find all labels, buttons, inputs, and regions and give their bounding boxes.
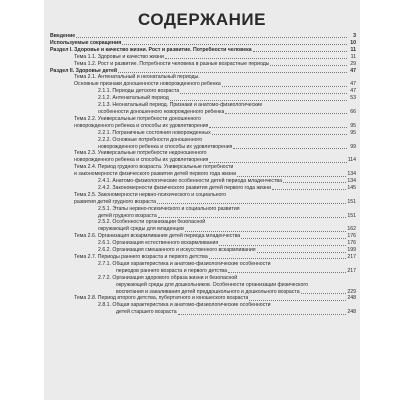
toc-page-number: 176 <box>347 233 356 240</box>
toc-entry <box>50 74 356 81</box>
toc-entry-text: Тема 2.1. Антенатальный и неонатальный периоды. <box>74 74 200 81</box>
toc-entry-text: 2.5.1. Этапы нервно-психического и социального развития <box>98 205 240 212</box>
toc-page-number: 145 <box>347 184 356 191</box>
toc-entry <box>50 275 356 282</box>
toc-entry-text: Тема 2.8. Период второго детства, пубертатного и юношеского возраста <box>74 295 249 302</box>
toc-entry <box>50 295 356 302</box>
toc-entry <box>50 240 356 247</box>
dot-leader <box>165 58 347 59</box>
toc-entry <box>50 254 356 261</box>
toc-entry-text: 2.1.3. Неонатальный период. Признаки и анатомо-физиологические <box>98 102 263 109</box>
toc-page-number: 47 <box>350 88 356 95</box>
toc-entry <box>50 289 356 296</box>
toc-page-number: 199 <box>347 247 356 254</box>
toc-page-number: 53 <box>350 95 356 102</box>
toc-page-number: 151 <box>347 212 356 219</box>
toc-entry <box>50 171 356 178</box>
toc-entry-text: Тема 2.6. Организация вскармливания детей периода младенчества <box>74 233 241 240</box>
toc-entry-text: особенности доношенного новорожденного ребенка <box>98 108 225 115</box>
dot-leader <box>241 238 346 239</box>
toc-page-number: 3 <box>353 33 356 39</box>
toc-entry-text: Тема 1.2. Рост и развитие. Потребности человека в разные возрастные периоды <box>74 60 270 67</box>
toc-entry <box>50 199 356 206</box>
toc-page-number: 99 <box>350 143 356 150</box>
dot-leader <box>158 217 347 218</box>
toc-entry <box>50 54 356 61</box>
toc-entry-text: новорожденного ребенка и способы их удовлетворения <box>98 143 233 150</box>
dot-leader <box>222 86 347 87</box>
dot-leader <box>225 113 347 114</box>
dot-leader <box>233 148 347 149</box>
toc-entry-text: 2.4.1. Анатомо-физиологические особенности детей периода младенчества <box>98 178 282 185</box>
toc-entry-text: 2.5.2. Особенности организации безопасной <box>98 219 206 226</box>
toc-page-number: 134 <box>347 178 356 185</box>
toc-entry <box>50 226 356 233</box>
toc-entry-text: 2.1.2. Антенатальный период <box>98 95 169 102</box>
dot-leader <box>180 93 347 94</box>
toc-page-number: 151 <box>347 198 356 205</box>
toc-entry-text: развития детей грудного возраста <box>74 198 157 205</box>
toc-entry-text: 2.4.2. Закономерности физического развития детей первого года жизни <box>98 184 271 191</box>
toc-entry <box>50 144 356 151</box>
dot-leader <box>185 231 346 232</box>
toc-entry-text: воспитания и закаливания детей преддошкольного и дошкольного возраста <box>116 288 300 295</box>
toc-entry-text: Введение <box>50 33 76 39</box>
toc-entry <box>50 150 356 157</box>
dot-leader <box>219 245 346 246</box>
toc-entry <box>50 178 356 185</box>
toc-page-number: 217 <box>347 254 356 260</box>
dot-leader <box>253 51 347 52</box>
toc-entry-text: Используемые сокращения <box>50 39 122 46</box>
dot-leader <box>209 127 347 128</box>
dot-leader <box>170 100 347 101</box>
toc-page-number: 134 <box>347 171 356 178</box>
toc-entry <box>50 164 356 171</box>
toc-entry-text: 2.6.1. Организация естественного вскармливания <box>98 240 219 247</box>
dot-leader <box>272 189 346 190</box>
toc-entry <box>50 219 356 226</box>
toc-page-number: 95 <box>350 129 356 136</box>
toc-entry <box>50 47 356 54</box>
toc-entry <box>50 116 356 123</box>
toc-entry-text: 2.7.1. Общая характеристика и анатомо-физиологические особенности <box>98 260 271 267</box>
dot-leader <box>249 300 346 301</box>
toc-entry-text: 2.2.1. Пограничные состояния новорожденных <box>98 129 211 136</box>
dot-leader <box>228 272 346 273</box>
toc-page-number: 162 <box>347 226 356 233</box>
dot-leader <box>178 314 347 315</box>
toc-entry-text: 2.7.2. Организация здорового образа жизни и безопасной <box>98 274 238 281</box>
toc-entry-text: Тема 2.2. Универсальные потребности доношенного <box>74 115 201 122</box>
dot-leader <box>301 293 347 294</box>
toc-entry <box>50 88 356 95</box>
toc-page-number: 176 <box>347 240 356 247</box>
toc-entry <box>50 233 356 240</box>
toc-entry <box>50 137 356 144</box>
dot-leader <box>237 176 346 177</box>
toc-entry <box>50 282 356 289</box>
toc-entry <box>50 109 356 116</box>
toc-entry-text: периодов раннего возраста и первого детства <box>116 267 227 274</box>
toc-entry-text: Тема 2.4. Период грудного возраста. Универсальные потребности <box>74 164 234 171</box>
toc-entry <box>50 61 356 68</box>
toc-entry <box>50 102 356 109</box>
toc-entry-text: Раздел I. Здоровье и качество жизни. Рост и развитие. Потребности человека <box>50 46 252 53</box>
toc-entry-text: новорожденного ребенка и способы их удовлетворения <box>74 157 209 164</box>
toc-page-number: 47 <box>350 81 356 88</box>
toc-page-number: 11 <box>350 53 356 60</box>
book-page <box>44 0 360 400</box>
toc-entry-text: Тема 2.3. Универсальные потребности недоношенного <box>74 150 207 157</box>
toc-entry-text: детей старшего возраста <box>116 309 177 316</box>
dot-leader <box>76 37 347 38</box>
toc-entry-text: новорожденного ребенка и способы их удовлетворения <box>74 122 209 129</box>
toc-entry-text: Тема 1.1. Здоровье и качество жизни <box>74 53 164 60</box>
dot-leader <box>209 162 346 163</box>
dot-leader <box>270 65 347 66</box>
dot-leader <box>122 44 347 45</box>
toc-entry <box>50 192 356 199</box>
dot-leader <box>157 203 346 204</box>
toc-entry <box>50 213 356 220</box>
toc-page-number: 10 <box>350 39 356 46</box>
toc-page-number: 66 <box>350 108 356 115</box>
page-title: СОДЕРЖАНИЕ <box>138 10 266 29</box>
toc-page-number: 248 <box>347 295 356 302</box>
toc-page-number: 217 <box>347 267 356 274</box>
toc-entry-text: окружающей среды для младенцев <box>98 226 184 233</box>
toc-entry-text: Раздел II. Здоровье детей <box>50 67 118 74</box>
toc-entry <box>50 95 356 102</box>
toc-entry <box>50 33 356 40</box>
toc-entry-text: окружающей среды для дошкольников. Особенности организации физического <box>116 281 309 288</box>
toc-entry-text: детей грудного возраста <box>98 212 157 219</box>
toc-page-number: 229 <box>347 288 356 295</box>
toc-page-number: 47 <box>350 67 356 74</box>
toc-entry-text: Тема 2.5. Закономерности нервно-психического и социального <box>74 191 227 198</box>
toc-entry <box>50 68 356 75</box>
toc-entry-text: 2.8.1. Общая характеристика и анатомо-физиологические особенности <box>98 302 271 309</box>
toc-entry <box>50 123 356 130</box>
dot-leader <box>118 72 347 73</box>
toc-entry <box>50 81 356 88</box>
toc-entry <box>50 40 356 47</box>
toc-page-number: 95 <box>350 122 356 129</box>
toc-entry-text: 2.2.2. Основные потребности доношенного <box>98 136 203 143</box>
toc-entry-text: 2.1.1. Периоды детского возраста <box>98 88 180 95</box>
toc-entry <box>50 157 356 164</box>
toc-entry-text: Тема 2.7. Периоды раннего возраста и первого детства <box>74 254 208 260</box>
dot-leader <box>212 134 347 135</box>
toc-entry <box>50 247 356 254</box>
toc-entry-text: и закономерности физического развития детей первого года жизни <box>74 171 237 178</box>
table-of-contents <box>50 33 356 316</box>
toc-entry <box>50 206 356 213</box>
toc-entry <box>50 185 356 192</box>
toc-entry-text: Основные признаки доношенности новорожденного ребенка <box>74 81 221 88</box>
toc-entry <box>50 130 356 137</box>
toc-entry <box>50 309 356 316</box>
toc-page-number: 11 <box>350 46 356 53</box>
toc-entry <box>50 302 356 309</box>
dot-leader <box>257 252 347 253</box>
dot-leader <box>209 258 347 259</box>
toc-page-number: 248 <box>347 309 356 316</box>
toc-entry-text: 2.6.2. Организация смешанного и искусственного вскармливания <box>98 247 256 254</box>
dot-leader <box>283 182 346 183</box>
toc-entry <box>50 261 356 268</box>
toc-page-number: 29 <box>350 60 356 67</box>
toc-page-number: 114 <box>347 157 356 164</box>
toc-entry <box>50 268 356 275</box>
